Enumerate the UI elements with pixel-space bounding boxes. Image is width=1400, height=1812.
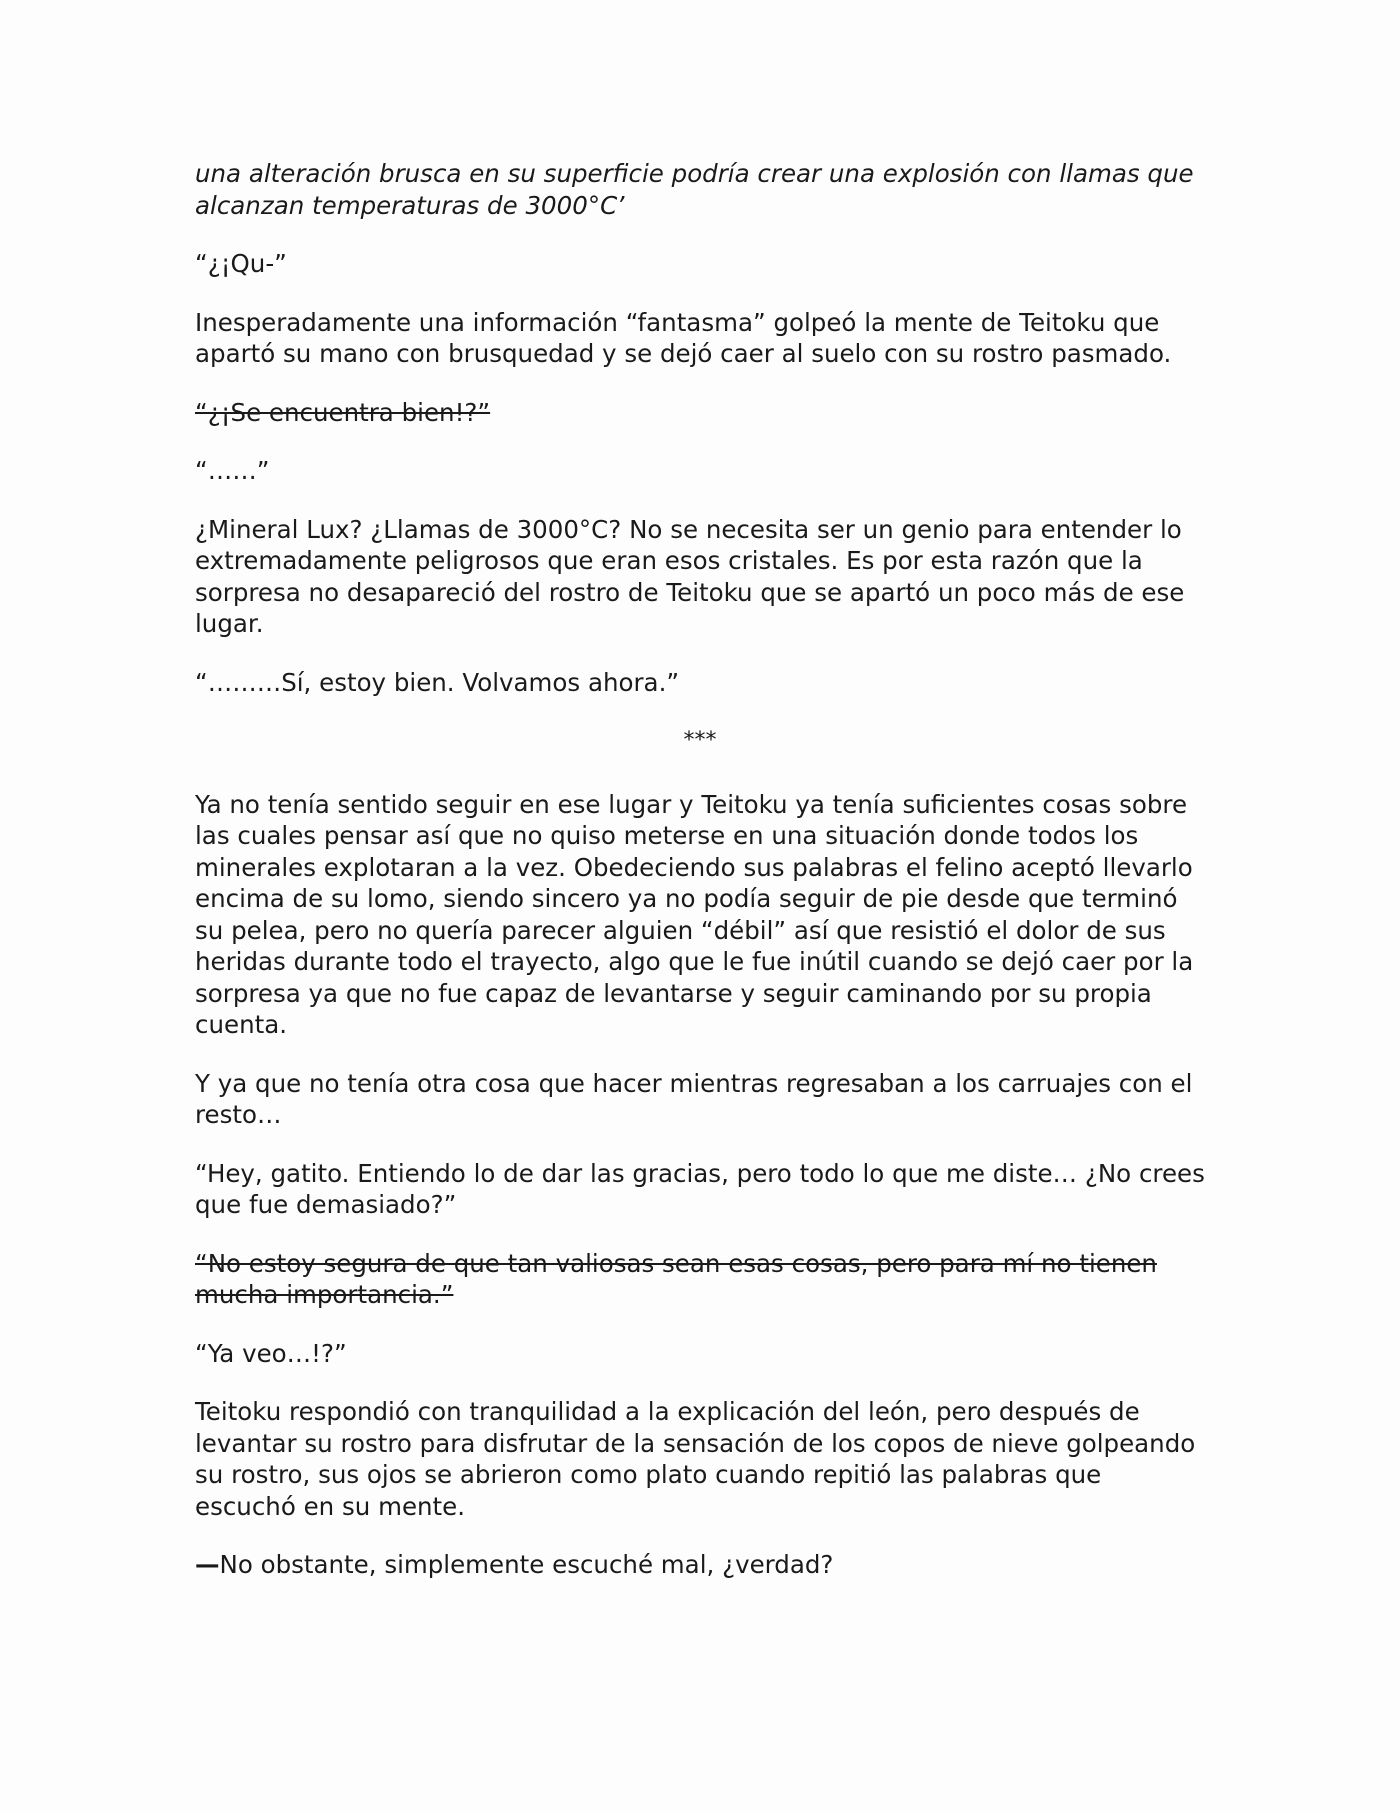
dialogue-line: “Hey, gatito. Entiendo lo de dar las gracias, pero todo lo que me diste… ¿No crees que fue demasiado?” [195,1158,1205,1219]
dialogue-line-strikethrough: “¿¡Se encuentra bien!?” [195,397,491,427]
em-dash: — [195,1550,220,1579]
dialogue-line: “¿¡Qu-” [195,249,287,278]
dialogue-line: “Ya veo…!?” [195,1338,347,1368]
closing-line-text: No obstante, simplemente escuché mal, ¿verdad? [219,1550,834,1579]
dialogue-line-strikethrough: “No estoy segura de que tan valiosas sean esas cosas, pero para mí no tienen mucha importancia.” [195,1248,1157,1309]
scene-separator: *** [683,728,717,753]
narration-paragraph: ¿Mineral Lux? ¿Llamas de 3000°C? No se necesita ser un genio para entender lo extremadamente peligrosos que eran esos cristales. Es por esta razón que la sorpresa no desapareció del rostro de Teitoku que se apartó un poco más de ese lugar. [195,514,1185,638]
dialogue-line: “………Sí, estoy bien. Volvamos ahora.” [195,667,680,697]
narration-paragraph: Teitoku respondió con tranquilidad a la explicación del león, pero después de levantar su rostro para disfrutar de la sensación de los copos de nieve golpeando su rostro, sus ojos se abrieron como plato cuando repitió las palabras que escuchó en su mente. [195,1397,1196,1521]
closing-line [195,1549,1205,1581]
narration-paragraph: Inesperadamente una información “fantasma” golpeó la mente de Teitoku que apartó su mano con brusquedad y se dejó caer al suelo con su rostro pasmado. [195,307,1172,368]
narration-paragraph: Ya no tenía sentido seguir en ese lugar y Teitoku ya tenía suficientes cosas sobre las cuales pensar así que no quiso meterse en una situación donde todos los minerales explotaran a la vez. Obedeciendo sus palabras el felino aceptó llevarlo encima de su lomo, siendo sincero ya no podía seguir de pie desde que terminó su pelea, pero no quería parecer alguien “débil” así que resistió el dolor de sus heridas durante todo el trayecto, algo que le fue inútil cuando se dejó caer por la sorpresa ya que no fue capaz de levantarse y seguir caminando por su propia cuenta. [195,789,1194,1039]
narration-paragraph: Y ya que no tenía otra cosa que hacer mientras regresaban a los carruajes con el resto… [195,1068,1193,1129]
paragraph-italic-info: una alteración brusca en su superficie podría crear una explosión con llamas que alcanzan temperaturas de 3000°C’ [195,159,1194,220]
dialogue-line: “……” [195,456,270,485]
document-body [195,158,1205,1608]
